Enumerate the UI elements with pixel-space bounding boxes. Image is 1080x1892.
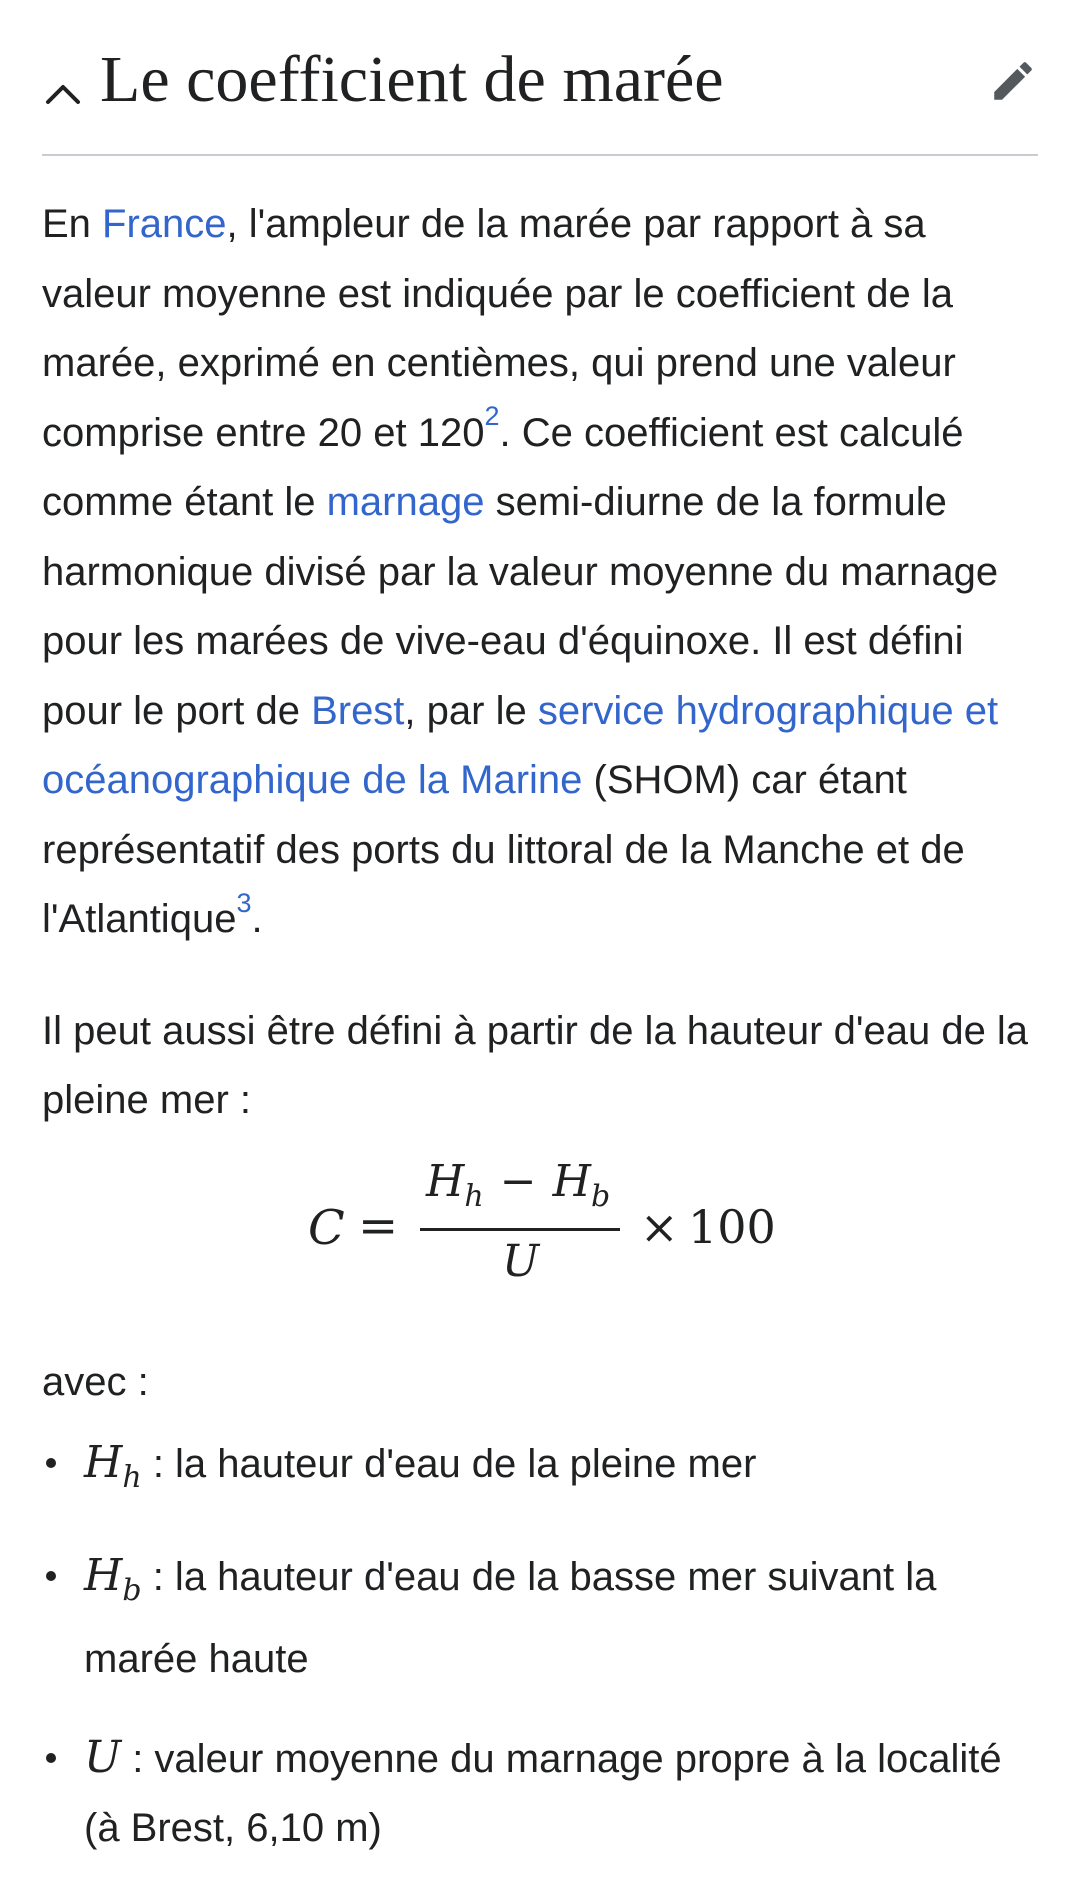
text-run: , l'ampleur de la marée par rapport à sa valeur moyenne est indiquée par le coefficient de la marée, exprimé en centièmes, qui prend une valeur comprise entre 20 et 120 — [42, 202, 956, 455]
avec-label: avec : — [42, 1360, 149, 1404]
variables-list — [42, 1428, 1042, 1892]
link-brest[interactable]: Brest — [311, 688, 405, 733]
reference-2[interactable] — [484, 401, 499, 431]
variable-description: : la hauteur d'eau de la pleine mer — [141, 1442, 757, 1486]
formula-var-h: H — [552, 1156, 591, 1207]
reference-2-link[interactable]: 2 — [484, 401, 500, 432]
symbol-letter: H — [84, 1437, 123, 1488]
link-france[interactable]: France — [102, 202, 227, 246]
formula-times: × — [640, 1200, 679, 1254]
bullet — [46, 1571, 56, 1581]
text-run: (SHOM) car étant représentatif des ports du littoral de la Manche et de l'Atlantique — [42, 758, 965, 941]
formula-var-h: H — [426, 1156, 465, 1207]
bullet — [46, 1458, 56, 1468]
formula-sub-b: b — [590, 1179, 611, 1214]
text-run: . — [251, 897, 263, 941]
variable-symbol — [84, 1732, 121, 1783]
formula-equals: = — [358, 1198, 399, 1254]
variable-symbol — [84, 1437, 142, 1495]
variable-symbol — [84, 1549, 142, 1608]
text-run: En — [42, 202, 103, 246]
formula-fraction-bar — [420, 1228, 620, 1231]
reference-3-link[interactable]: 3 — [236, 887, 252, 918]
list-item — [42, 1723, 1042, 1864]
link-shom[interactable]: service hydrographique et océanographique de la Marine — [42, 688, 999, 802]
formula-lhs: C — [308, 1200, 345, 1256]
section-content — [42, 190, 1042, 1136]
paragraph-definition: Il peut aussi être défini à partir de la hauteur d'eau de la pleine mer : — [42, 1008, 1029, 1122]
section-title[interactable]: Le coefficient de marée — [100, 43, 724, 116]
formula-sub-h: h — [464, 1179, 484, 1214]
text-run: semi-diurne de la formule harmonique divisé par la valeur moyenne du marnage pour les marées de vive-eau d'équinoxe. Il est défini pour le port de — [42, 480, 999, 733]
symbol-letter: H — [84, 1549, 123, 1601]
reference-3[interactable] — [236, 888, 251, 918]
section-header — [42, 38, 1038, 156]
formula-factor: 100 — [688, 1200, 776, 1254]
paragraph-tide-coefficient — [42, 190, 1042, 955]
formula-denominator: U — [502, 1236, 540, 1287]
link-marnage[interactable]: marnage — [326, 480, 485, 524]
text-run: . Ce coefficient est calculé comme étant le — [42, 410, 964, 524]
formula-minus: − — [499, 1156, 537, 1207]
text-run: , par le — [404, 688, 538, 733]
symbol-letter: U — [84, 1731, 122, 1783]
list-item — [42, 1541, 1042, 1695]
formula-numerator — [426, 1156, 610, 1214]
variable-description: : la hauteur d'eau de la basse mer suivant la marée haute — [84, 1554, 937, 1681]
variable-description: : valeur moyenne du marnage propre à la localité (à Brest, 6,10 m) — [84, 1736, 1002, 1850]
pencil-icon[interactable] — [988, 56, 1038, 106]
symbol-subscript: h — [122, 1460, 142, 1495]
chevron-up-icon[interactable] — [42, 72, 84, 114]
tide-coefficient-formula — [0, 1156, 1080, 1302]
list-item — [42, 1428, 1042, 1513]
bullet — [46, 1753, 56, 1763]
symbol-subscript: b — [122, 1572, 142, 1608]
